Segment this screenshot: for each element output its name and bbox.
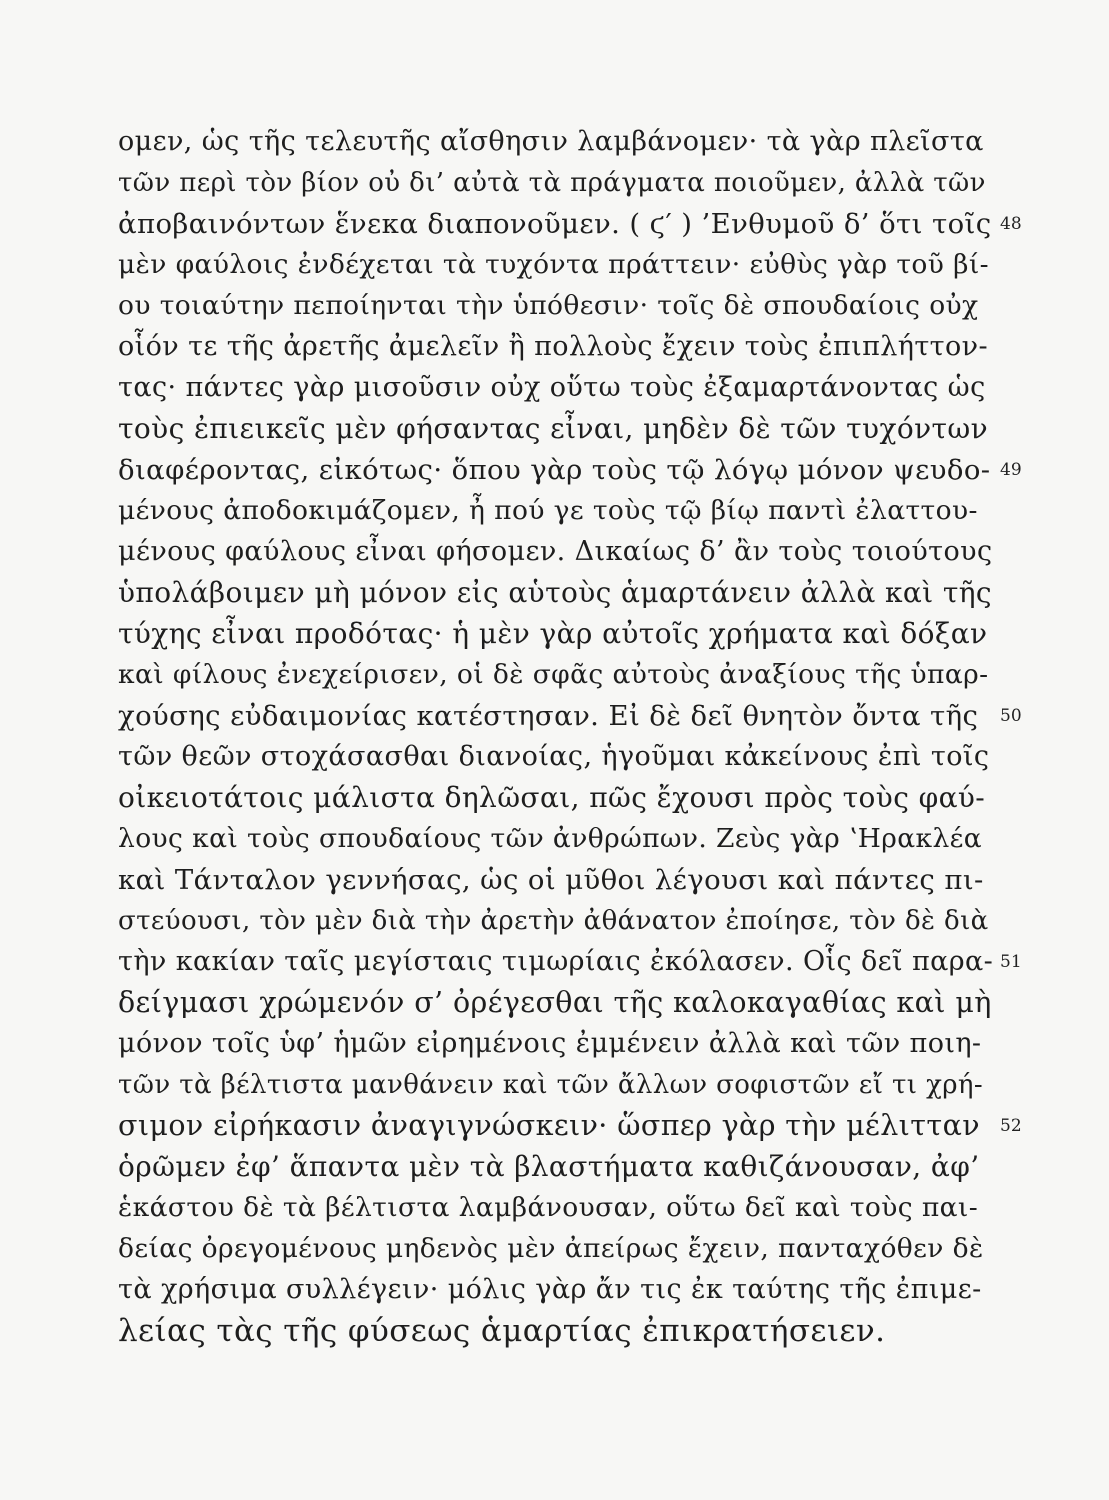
margin-line-number-51: 51 bbox=[1000, 952, 1022, 972]
text-line-30: λείας τὰς τῆς φύσεως ἁμαρτίας ἐπικρατήσειεν. bbox=[118, 1313, 886, 1349]
text-line-17: οἰκειοτάτοις μάλιστα δηλῶσαι, πῶς ἔχουσι πρὸς τοὺς φαύ- bbox=[118, 781, 986, 814]
text-line-19: καὶ Τάνταλον γεννήσας, ὡς οἱ μῦθοι λέγουσι καὶ πάντες πι- bbox=[118, 864, 984, 896]
text-line-6: οἷόν τε τῆς ἀρετῆς ἀμελεῖν ἢ πολλοὺς ἔχειν τοὺς ἐπιπλήττον- bbox=[118, 331, 988, 362]
text-line-1: ομεν, ὡς τῆς τελευτῆς αἴσθησιν λαμβάνομεν· τὰ γὰρ πλεῖστα bbox=[118, 126, 984, 157]
text-line-20: στεύουσι, τὸν μὲν διὰ τὴν ἀρετὴν ἀθάνατον ἐποίησε, τὸν δὲ διὰ bbox=[118, 906, 989, 936]
text-line-22: δείγμασι χρώμενόν σ’ ὀρέγεσθαι τῆς καλοκαγαθίας καὶ μὴ bbox=[118, 986, 992, 1019]
text-line-9: διαφέροντας, εἰκότως· ὅπου γὰρ τοὺς τῷ λόγῳ μόνον ψευδο- bbox=[118, 454, 991, 486]
margin-line-number-50: 50 bbox=[1000, 706, 1022, 726]
text-line-11: μένους φαύλους εἶναι φήσομεν. Δικαίως δ’ ἂν τοὺς τοιούτους bbox=[118, 536, 993, 567]
margin-line-number-49: 49 bbox=[1000, 460, 1022, 480]
margin-line-number-52: 52 bbox=[1000, 1116, 1022, 1136]
text-line-26: ὁρῶμεν ἐφ’ ἅπαντα μὲν τὰ βλαστήματα καθιζάνουσαν, ἀφ’ bbox=[118, 1150, 980, 1183]
text-line-28: δείας ὀρεγομένους μηδενὸς μὲν ἀπείρως ἔχειν, πανταχόθεν δὲ bbox=[118, 1233, 984, 1264]
text-line-2: τῶν περὶ τὸν βίον οὐ δι’ αὐτὰ τὰ πράγματα ποιοῦμεν, ἀλλὰ τῶν bbox=[118, 168, 986, 198]
text-line-16: τῶν θεῶν στοχάσασθαι διανοίας, ἡγοῦμαι κἀκείνους ἐπὶ τοῖς bbox=[118, 741, 990, 772]
text-line-15: χούσης εὐδαιμονίας κατέστησαν. Εἰ δὲ δεῖ θνητὸν ὄντα τῆς bbox=[118, 700, 979, 732]
text-line-14: καὶ φίλους ἐνεχείρισεν, οἱ δὲ σφᾶς αὐτοὺς ἀναξίους τῆς ὑπαρ- bbox=[118, 659, 989, 690]
text-line-25: σιμον εἰρήκασιν ἀναγιγνώσκειν· ὥσπερ γὰρ τὴν μέλιτταν bbox=[118, 1109, 980, 1142]
text-line-5: ου τοιαύτην πεποίηνται τὴν ὑπόθεσιν· τοῖς δὲ σπουδαίοις οὐχ bbox=[118, 290, 979, 321]
text-line-12: ὑπολάβοιμεν μὴ μόνον εἰς αὑτοὺς ἁμαρτάνειν ἀλλὰ καὶ τῆς bbox=[118, 576, 993, 609]
margin-line-number-48: 48 bbox=[1000, 214, 1022, 234]
text-line-10: μένους ἀποδοκιμάζομεν, ἦ πού γε τοὺς τῷ βίῳ παντὶ ἐλαττου- bbox=[118, 495, 978, 526]
text-line-3: ἀποβαινόντων ἕνεκα διαπονοῦμεν. ( ϛ′ ) ’Ενθυμοῦ δ’ ὅτι τοῖς bbox=[118, 208, 992, 240]
text-line-29: τὰ χρήσιμα συλλέγειν· μόλις γὰρ ἄν τις ἐκ ταύτης τῆς ἐπιμε- bbox=[118, 1274, 982, 1305]
text-line-18: λους καὶ τοὺς σπουδαίους τῶν ἀνθρώπων. Ζεὺς γὰρ ʽΗρακλέα bbox=[118, 823, 983, 854]
text-line-21: τὴν κακίαν ταῖς μεγίσταις τιμωρίαις ἐκόλασεν. Οἷς δεῖ παρα- bbox=[118, 946, 994, 977]
text-line-24: τῶν τὰ βέλτιστα μανθάνειν καὶ τῶν ἄλλων σοφιστῶν εἴ τι χρή- bbox=[118, 1070, 984, 1100]
text-line-27: ἑκάστου δὲ τὰ βέλτιστα λαμβάνουσαν, οὕτω δεῖ καὶ τοὺς παι- bbox=[118, 1192, 979, 1223]
text-line-4: μὲν φαύλοις ἐνδέχεται τὰ τυχόντα πράττειν· εὐθὺς γὰρ τοῦ βί- bbox=[118, 249, 989, 280]
text-line-7: τας· πάντες γὰρ μισοῦσιν οὐχ οὕτω τοὺς ἐξαμαρτάνοντας ὡς bbox=[118, 372, 986, 403]
text-line-13: τύχης εἶναι προδότας· ἡ μὲν γὰρ αὐτοῖς χρήματα καὶ δόξαν bbox=[118, 617, 988, 650]
text-line-8: τοὺς ἐπιεικεῖς μὲν φήσαντας εἶναι, μηδὲν δὲ τῶν τυχόντων bbox=[118, 412, 989, 445]
text-line-23: μόνον τοῖς ὑφ’ ἡμῶν εἰρημένοις ἐμμένειν ἀλλὰ καὶ τῶν ποιη- bbox=[118, 1028, 982, 1059]
